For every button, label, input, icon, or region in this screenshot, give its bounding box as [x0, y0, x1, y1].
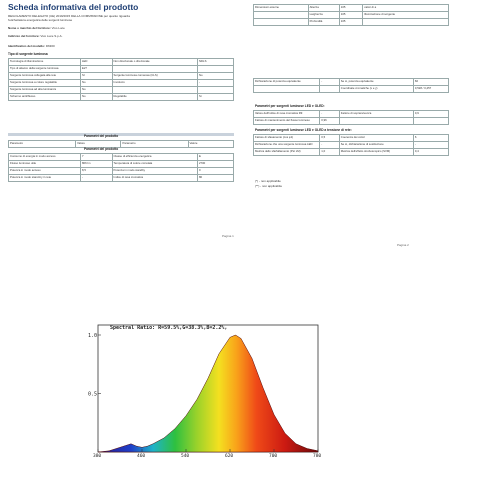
light-source-row [9, 87, 234, 94]
equivalence-cell [320, 86, 340, 93]
section-product-parameters-2: Parametri del prodotto [84, 147, 119, 151]
led-mains-cell: 0,4 [413, 149, 448, 156]
equivalence-row [254, 79, 449, 86]
head-param-1: Parametro [9, 141, 76, 148]
led-mains-table [253, 134, 449, 156]
light-source-cell: Si [198, 94, 234, 101]
model-value: D6300 [45, 44, 55, 48]
model-label: Identificativo del modello: [8, 44, 46, 48]
x-tick-label: 620 [225, 454, 234, 458]
led-mains-row [254, 142, 449, 149]
led-mains-cell: 1,0 [320, 149, 340, 156]
product-param-cell: Consumo di energia in modo acceso [9, 154, 81, 161]
light-source-row [9, 59, 234, 66]
dimension-cell: Dimensioni esterne [254, 5, 309, 12]
light-source-row [9, 73, 234, 80]
product-param-cell: 8,5 [81, 168, 113, 175]
light-source-cell [112, 66, 198, 73]
product-param-cell: Temperatura di colore correlata [112, 161, 198, 168]
product-param-cell: Potenza in modo standby [112, 168, 198, 175]
led-mains-row [254, 149, 449, 156]
led-mains-cell: Se sì, dichiarazione di sostituzione [339, 142, 413, 149]
led-oled-cell: Fattore di sopravvivenza [339, 111, 413, 118]
address-value: Vivo Luce S.p.A. [40, 34, 63, 38]
light-source-cell: No [198, 73, 234, 80]
y-tick-label: 1.0 [88, 333, 98, 339]
equivalence-cell: Coordinate cromatiche (x e y) [339, 86, 413, 93]
light-source-cell: No [81, 87, 113, 94]
product-param-cell: 80 [198, 175, 234, 182]
dimension-cell: 105 [339, 5, 362, 12]
light-source-row [9, 80, 234, 87]
product-params-head [8, 140, 234, 148]
led-mains-cell: 6 [413, 135, 448, 142]
led-oled-cell: Fattore di mantenimento del flusso luminoso [254, 118, 320, 125]
head-param-2: Parametro [121, 141, 188, 148]
led-oled-cell: 0,9 [413, 111, 448, 118]
light-source-cell: Sorgente luminosa a colore regolabile [9, 80, 81, 87]
address-line [8, 34, 62, 38]
equivalence-cell: - [320, 79, 340, 86]
light-source-cell: Sorgente luminosa connessa (CLS) [112, 73, 198, 80]
dimension-cell [363, 19, 449, 26]
light-source-cell: Tipo di attacco della sorgente luminosa [9, 66, 81, 73]
light-source-cell: Schermo antiriflesso [9, 94, 81, 101]
equivalence-cell: 0,528 / 0,457 [413, 86, 448, 93]
led-mains-cell: Fattore di sfasamento (cos φ1) [254, 135, 320, 142]
product-param-cell: 7 [81, 154, 113, 161]
led-mains-cell: - [320, 142, 340, 149]
light-source-row [9, 66, 234, 73]
spectrum-chart [60, 311, 322, 458]
product-param-cell: 0 [198, 168, 234, 175]
light-source-cell: Involucro [112, 80, 198, 87]
equivalence-row [254, 86, 449, 93]
equivalence-cell: Dichiarazione di potenza equivalente [254, 79, 320, 86]
y-tick-label: 0.5 [88, 391, 98, 398]
dimension-cell: Profondità [308, 19, 339, 26]
supplier-line [8, 26, 65, 30]
light-source-cell: Tecnologia di illuminazione [9, 59, 81, 66]
x-tick-label: 380 [93, 454, 102, 458]
product-param-cell: Potenza in modo stand-by in rete [9, 175, 81, 182]
light-source-cell: - [198, 80, 234, 87]
product-param-cell: - [81, 175, 113, 182]
product-param-cell: E [198, 154, 234, 161]
led-mains-cell: 0,5 [320, 135, 340, 142]
product-param-cell: Classe di efficienza energetica [112, 154, 198, 161]
light-source-cell: No [81, 80, 113, 87]
led-oled-cell [339, 118, 413, 125]
light-source-cell [198, 66, 234, 73]
x-tick-label: 700 [269, 454, 278, 458]
led-mains-cell: Dichiarazione che una sorgente luminosa LED [254, 142, 320, 149]
note-2: (**) - non applicabile [255, 184, 283, 188]
light-source-cell: Sorgente luminosa collegata alla rete [9, 73, 81, 80]
x-tick-label: 780 [313, 454, 322, 458]
section-product-parameters: Parametri del prodotto [84, 134, 119, 138]
product-param-row [9, 168, 234, 175]
section-led-oled: Parametri per sorgenti luminose LED e OLED: [255, 104, 325, 108]
page-number-2: Pagina 2 [397, 243, 409, 247]
led-oled-table [253, 110, 449, 125]
head-value-1: Valore [76, 141, 121, 148]
light-source-cell: No [81, 94, 113, 101]
led-oled-cell: - [320, 111, 340, 118]
note-1: (*) - non applicabile [255, 179, 281, 183]
product-param-cell: Flusso luminoso utile [9, 161, 81, 168]
dimension-cell [254, 12, 309, 19]
section-bar [8, 133, 234, 136]
model-line [8, 44, 55, 48]
head-value-2: Valore [188, 141, 233, 148]
led-mains-cell: Metrica dello sfarfallamento (Pst LM) [254, 149, 320, 156]
led-oled-row [254, 118, 449, 125]
led-oled-cell [413, 118, 448, 125]
supplier-label: Nome o marchio del fornitore: [8, 26, 52, 30]
product-param-cell: Potenza in modo acceso [9, 168, 81, 175]
product-param-row [9, 175, 234, 182]
equivalence-table [253, 78, 449, 93]
light-source-cell [112, 87, 198, 94]
light-source-row [9, 94, 234, 101]
dimensions-table [253, 4, 449, 26]
light-source-cell: Sorgente luminosa ad alta luminanza [9, 87, 81, 94]
intro-line-1: REGOLAMENTO DELEGATO (UE) 2019/2015 DELLA COMMISSIONE per quanto riguarda [8, 14, 130, 18]
x-tick-label: 540 [181, 454, 190, 458]
dimension-cell: Illuminazione di sorgente [363, 12, 449, 19]
section-light-source-type: Tipo di sorgente luminosa [8, 52, 48, 56]
product-params-table [8, 153, 234, 182]
led-oled-cell: 0,96 [320, 118, 340, 125]
supplier-value: Vivo Luce [51, 26, 65, 30]
product-param-row [9, 154, 234, 161]
light-source-cell: E27 [81, 66, 113, 73]
document-title: Scheda informativa del prodotto [8, 2, 139, 12]
dimension-cell: 105 [339, 12, 362, 19]
address-label: Indirizzo del fornitore: [8, 34, 41, 38]
light-source-cell: SI [81, 73, 113, 80]
section-led-mains: Parametri per sorgenti luminose LED e OLED a tensione di rete: [255, 128, 352, 132]
page-number-1: Pagina 1 [222, 234, 234, 238]
led-mains-cell: - [413, 142, 448, 149]
led-mains-cell: Coerenza dei colori [339, 135, 413, 142]
led-mains-cell: Metrica dell'effetto stroboscopico (SVM) [339, 149, 413, 156]
light-source-cell: NDLS [198, 59, 234, 66]
datasheet-page-1 [4, 0, 242, 243]
intro-line-2: l'etichettatura energetica delle sorgenti luminose [8, 18, 73, 22]
dimension-row [254, 12, 449, 19]
light-source-cell: Regolabile [112, 94, 198, 101]
dimension-cell: Altezza [308, 5, 339, 12]
dimension-cell: 105 [339, 19, 362, 26]
light-source-cell: Non direzionale o direzionale [112, 59, 198, 66]
dimension-row [254, 5, 449, 12]
led-mains-row [254, 135, 449, 142]
light-source-table [8, 58, 234, 101]
product-param-cell: Indice di resa cromatica [112, 175, 198, 182]
product-param-row [9, 161, 234, 168]
led-oled-cell: Valore dell'indice di resa cromatica R9 [254, 111, 320, 118]
dimension-cell [254, 19, 309, 26]
equivalence-cell: 60 [413, 79, 448, 86]
equivalence-cell [254, 86, 320, 93]
dimension-row [254, 19, 449, 26]
led-oled-row [254, 111, 449, 118]
light-source-cell: LED [81, 59, 113, 66]
spectral-ratio: Spectral Ratio: R=59.5%,G=38.3%,B=2.2%, [110, 325, 228, 331]
light-source-cell [198, 87, 234, 94]
product-param-cell: 2700 [198, 161, 234, 168]
equivalence-cell: Se si, potenza equivalente [339, 79, 413, 86]
datasheet-page-2 [245, 0, 455, 250]
dimension-cell: Larghezza [308, 12, 339, 19]
dimension-cell: valori di a [363, 5, 449, 12]
product-param-cell: 806 lm [81, 161, 113, 168]
x-tick-label: 460 [137, 454, 146, 458]
